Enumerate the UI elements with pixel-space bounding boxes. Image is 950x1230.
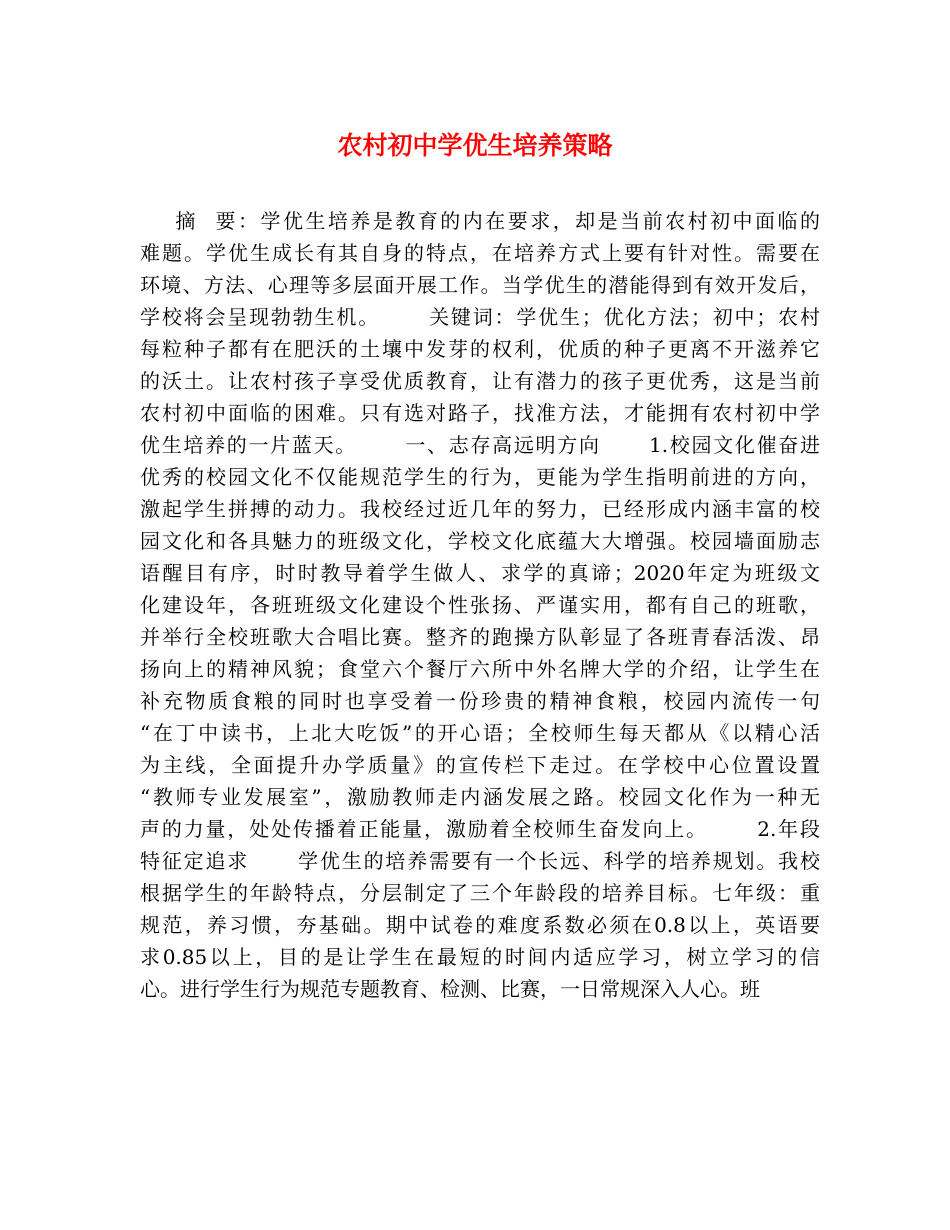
text-line: 扬向上的精神风貌；食堂六个餐厅六所中外名牌大学的介绍，让学生在 xyxy=(140,657,820,681)
text-line: 并举行全校班歌大合唱比赛。整齐的跑操方队彰显了各班青春活泼、昂 xyxy=(140,625,820,649)
text-line: 语醒目有序，时时教导着学生做人、求学的真谛；2020年定为班级文 xyxy=(140,561,820,585)
text-line: 激起学生拼搏的动力。我校经过近几年的努力，已经形成内涵丰富的校 xyxy=(140,497,820,521)
text-line: 化建设年，各班班级文化建设个性张扬、严谨实用，都有自己的班歌， xyxy=(140,593,820,617)
text-line: 优生培养的一片蓝天。 一、志存高远明方向 1.校园文化催奋进 xyxy=(140,433,820,457)
text-line: 为主线，全面提升办学质量》的宣传栏下走过。在学校中心位置设置 xyxy=(140,753,820,777)
text-line: “在丁中读书，上北大吃饭”的开心语；全校师生每天都从《以精心活 xyxy=(140,721,820,745)
text-line: 补充物质食粮的同时也享受着一份珍贵的精神食粮，校园内流传一句 xyxy=(140,689,820,713)
text-line: 难题。学优生成长有其自身的特点，在培养方式上要有针对性。需要在 xyxy=(140,241,820,265)
text-line: 声的力量，处处传播着正能量，激励着全校师生奋发向上。 2.年段 xyxy=(140,817,820,841)
document-body xyxy=(140,205,820,1005)
text-line: 环境、方法、心理等多层面开展工作。当学优生的潜能得到有效开发后， xyxy=(140,273,820,297)
text-line: 的沃土。让农村孩子享受优质教育，让有潜力的孩子更优秀，这是当前 xyxy=(140,369,820,393)
text-line: 摘 要：学优生培养是教育的内在要求，却是当前农村初中面临的 xyxy=(140,209,820,233)
text-line: 规范，养习惯，夯基础。期中试卷的难度系数必须在0.8以上，英语要 xyxy=(140,913,820,937)
text-line: 特征定追求 学优生的培养需要有一个长远、科学的培养规划。我校 xyxy=(140,849,820,873)
document-title: 农村初中学优生培养策略 xyxy=(337,131,613,160)
text-line: 园文化和各具魅力的班级文化，学校文化底蕴大大增强。校园墙面励志 xyxy=(140,529,820,553)
text-line: 每粒种子都有在肥沃的土壤中发芽的权利，优质的种子更离不开滋养它 xyxy=(140,337,820,361)
text-line: 求0.85以上，目的是让学生在最短的时间内适应学习，树立学习的信 xyxy=(140,945,820,969)
text-line: “教师专业发展室”，激励教师走内涵发展之路。校园文化作为一种无 xyxy=(140,785,820,809)
text-line: 根据学生的年龄特点，分层制定了三个年龄段的培养目标。七年级：重 xyxy=(140,881,820,905)
text-line: 心。进行学生行为规范专题教育、检测、比赛，一日常规深入人心。班 xyxy=(140,977,760,1001)
text-line: 学校将会呈现勃勃生机。 关键词：学优生；优化方法；初中；农村 xyxy=(140,305,820,329)
text-line: 优秀的校园文化不仅能规范学生的行为，更能为学生指明前进的方向， xyxy=(140,465,820,489)
text-line: 农村初中面临的困难。只有选对路子，找准方法，才能拥有农村初中学 xyxy=(140,401,820,425)
